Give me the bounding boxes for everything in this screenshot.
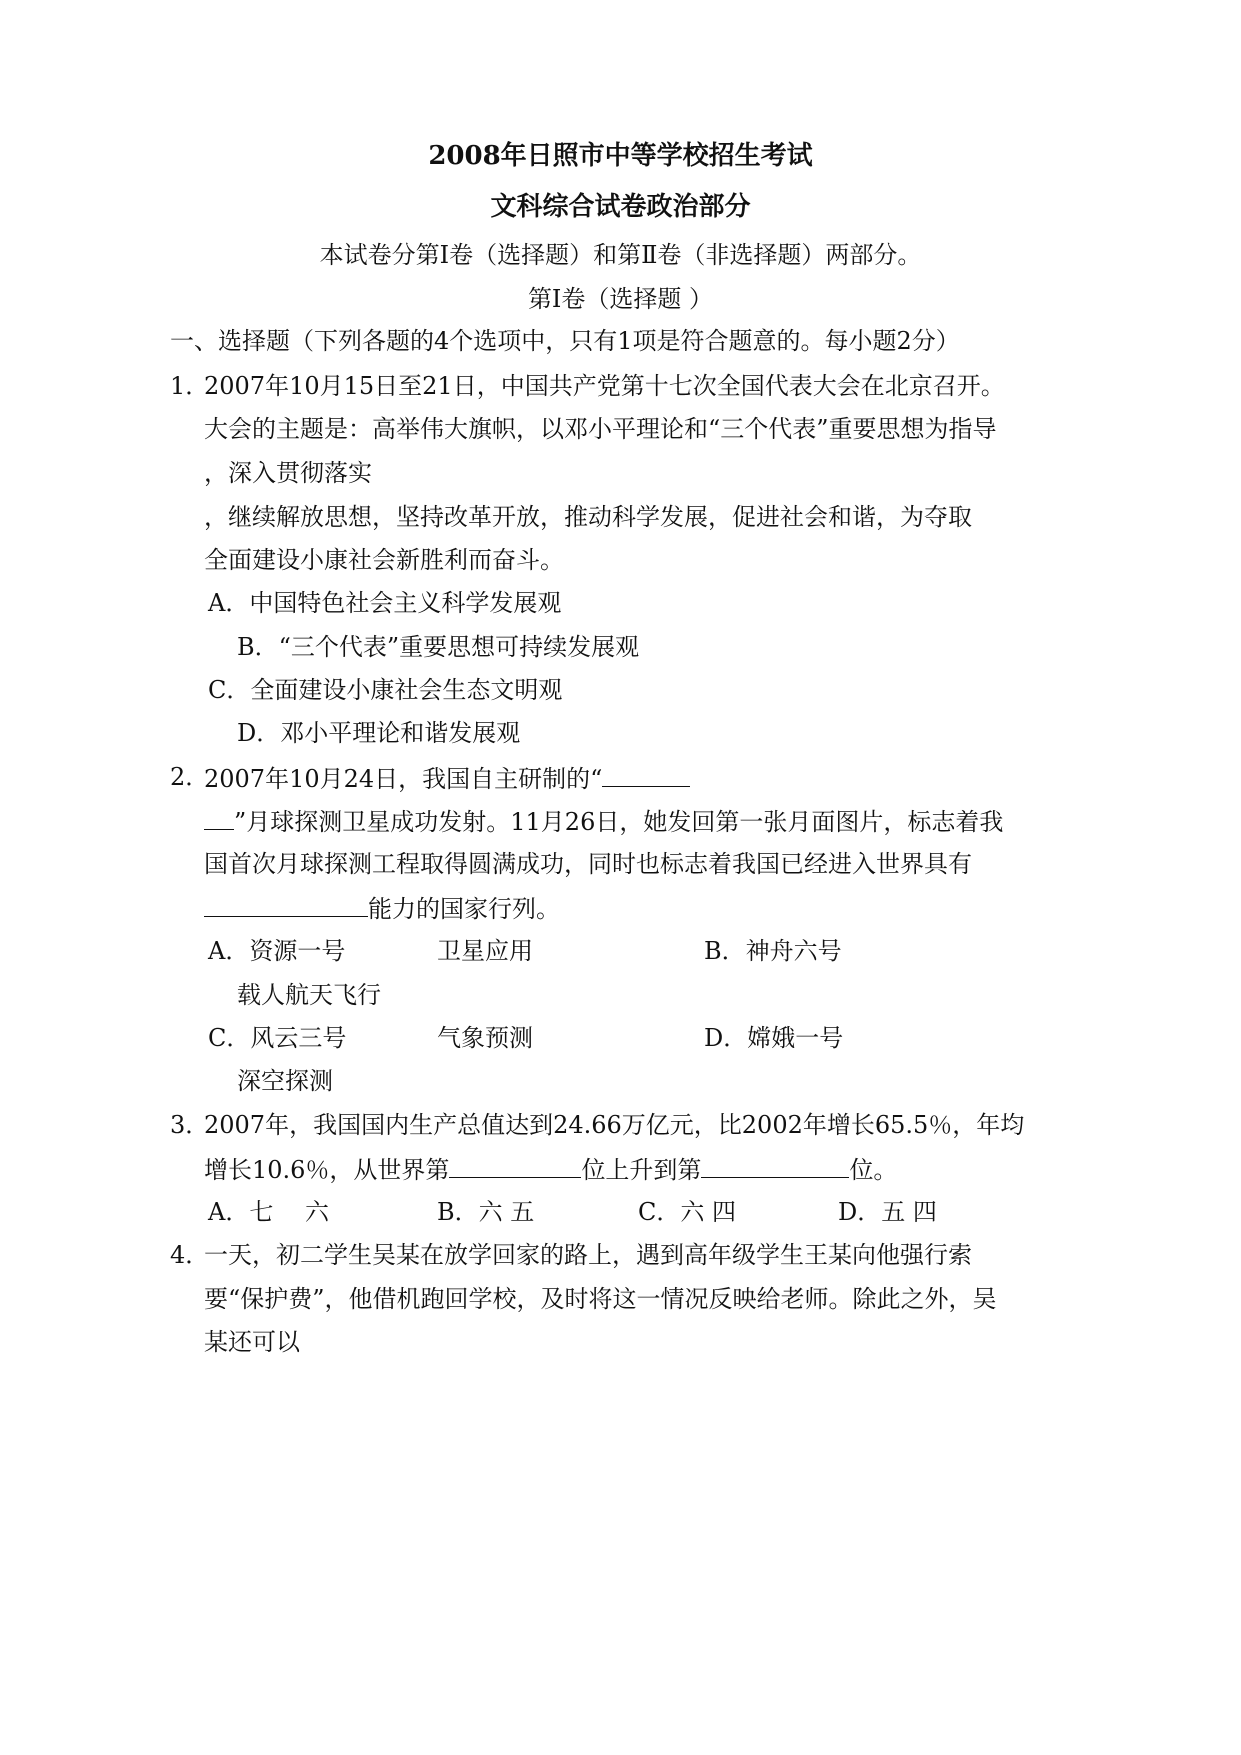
q1-line: 2007年10月15日至21日，中国共产党第十七次全国代表大会在北京召开。 [204, 372, 1005, 400]
q2-option-d-detail: 深空探测 [237, 1067, 333, 1095]
section-heading: 一、选择题（下列各题的4个选项中，只有1项是符合题意的。每小题2分） [170, 327, 960, 355]
part-heading: 第Ⅰ卷（选择题 ） [527, 285, 714, 313]
q3-line-1: 2007年，我国国内生产总值达到24.66万亿元，比2002年增长65.5％，年均 [204, 1111, 1025, 1139]
q2-option-a-detail: 卫星应用 [437, 937, 533, 965]
q2-line-1 [204, 762, 690, 794]
q1-line: 全面建设小康社会新胜利而奋斗。 [204, 546, 564, 574]
q2-option-b: B．神舟六号 [704, 937, 842, 965]
q4-line: 某还可以 [204, 1328, 300, 1356]
q1-line: ，继续解放思想，坚持改革开放，推动科学发展，促进社会和谐，为夺取 [204, 503, 972, 531]
q3-line-2 [204, 1153, 897, 1185]
exam-title: 2008年日照市中等学校招生考试 [428, 141, 813, 171]
q2-option-a: A．资源一号 [208, 937, 346, 965]
q1-line: 大会的主题是：高举伟大旗帜，以邓小平理论和“三个代表”重要思想为指导 [204, 415, 997, 443]
q3-option-c: C．六 四 [638, 1198, 736, 1226]
q2-line-3: 国首次月球探测工程取得圆满成功，同时也标志着我国已经进入世界具有 [204, 850, 972, 878]
q3-option-a: A．七 六 [208, 1198, 329, 1226]
q1-number: 1． [170, 372, 210, 400]
answer-blank [602, 762, 690, 787]
answer-blank [449, 1153, 581, 1178]
answer-blank [204, 805, 234, 830]
q1-option-b: B．“三个代表”重要思想可持续发展观 [237, 633, 640, 661]
q2-number: 2． [170, 763, 210, 791]
q2-option-c: C．风云三号 [208, 1024, 347, 1052]
q2-line-4 [204, 892, 560, 924]
q1-line: ，深入贯彻落实 [204, 459, 372, 487]
q2-line-1-text: 2007年10月24日，我国自主研制的“ [204, 765, 603, 793]
q2-line-2-text: ”月球探测卫星成功发射。11月26日，她发回第一张月面图片，标志着我 [234, 808, 1004, 836]
q2-option-d: D．嫦娥一号 [704, 1024, 844, 1052]
q3-line-2-text-b: 位上升到第 [581, 1156, 702, 1184]
q3-option-b: B．六 五 [437, 1198, 535, 1226]
q3-line-2-text-c: 位。 [849, 1156, 898, 1184]
q2-line-2 [204, 805, 1003, 837]
q1-option-a: A．中国特色社会主义科学发展观 [208, 589, 562, 617]
q1-option-c: C．全面建设小康社会生态文明观 [208, 676, 563, 704]
q2-line-4-text: 能力的国家行列。 [368, 895, 560, 923]
q2-option-c-detail: 气象预测 [437, 1024, 533, 1052]
exam-subtitle: 文科综合试卷政治部分 [490, 192, 751, 222]
q3-option-d: D．五 四 [838, 1198, 937, 1226]
q1-option-d: D．邓小平理论和谐发展观 [237, 719, 521, 747]
answer-blank [701, 1153, 849, 1178]
q2-option-b-detail: 载人航天飞行 [237, 981, 381, 1009]
q4-line: 要“保护费”，他借机跑回学校，及时将这一情况反映给老师。除此之外，吴 [204, 1285, 997, 1313]
q3-number: 3． [170, 1111, 210, 1139]
q3-line-2-text-a: 增长10.6％，从世界第 [204, 1156, 450, 1184]
answer-blank [204, 892, 368, 917]
q4-line: 一天，初二学生吴某在放学回家的路上，遇到高年级学生王某向他强行索 [204, 1241, 972, 1269]
exam-intro: 本试卷分第Ⅰ卷（选择题）和第Ⅱ卷（非选择题）两部分。 [319, 241, 922, 269]
q4-number: 4． [170, 1241, 210, 1269]
